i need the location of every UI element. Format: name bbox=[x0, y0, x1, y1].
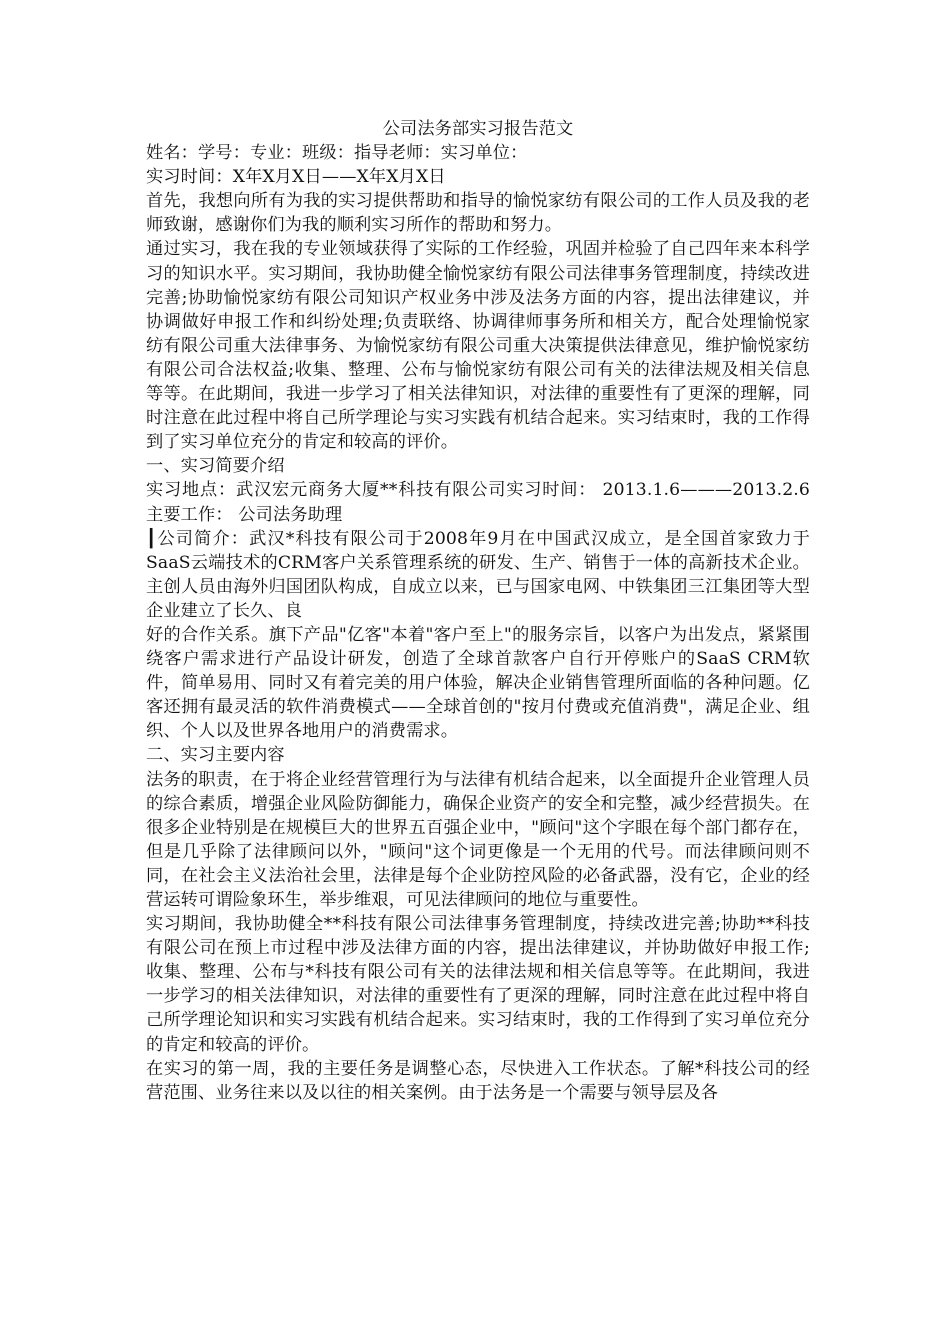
internship-time-line: 实习时间：X年X月X日——X年X月X日 bbox=[146, 167, 446, 188]
paragraph-summary: 通过实习，我在我的专业领域获得了实际的工作经验，巩固并检验了自己四年来本科学习的知识水平。实习期间，我协助健全愉悦家纺有限公司法律事务管理制度，持续改进完善;协助愉悦家纺有限公司知识产权业务中涉及法务方面的内容，提出法律建议，并协调做好申报工作和纠纷处理;负责联络、协调律师事务所和相关方，配合处理愉悦家纺有限公司重大法律事务、为愉悦家纺有限公司重大决策提供法律意见，维护愉悦家纺有限公司合法权益;收集、整理、公布与愉悦家纺有限公司有关的法律法规及相关信息等等。在此期间，我进一步学习了相关法律知识，对法律的重要性有了更深的理解，同时注意在此过程中将自己所学理论与实习实践有机结合起来。实习结束时，我的工作得到了实习单位充分的肯定和较高的评价。 bbox=[146, 239, 810, 453]
document-body bbox=[146, 117, 810, 1105]
section-heading-brief-intro: 一、实习简要介绍 bbox=[146, 456, 285, 477]
company-intro-part1: ┃公司简介：武汉*科技有限公司于2008年9月在中国武汉成立，是全国首家致力于SaaS云端技术的CRM客户关系管理系统的研发、生产、销售于一体的高新技术企业。主创人员由海外归国团队构成，自成立以来，已与国家电网、中铁集团三江集团等大型企业建立了长久、良 bbox=[146, 528, 810, 621]
paragraph-first-week: 在实习的第一周，我的主要任务是调整心态，尽快进入工作状态。了解*科技公司的经营范围、业务往来以及以往的相关案例。由于法务是一个需要与领导层及各 bbox=[146, 1058, 811, 1103]
company-intro-part2: 好的合作关系。旗下产品"亿客"本着"客户至上"的服务宗旨，以客户为出发点，紧紧围绕客户需求进行产品设计研发，创造了全球首款客户自行开停账户的SaaS CRM软件，简单易用、同时又有着完美的用户体验，解决企业销售管理所面临的各种问题。亿客还拥有最灵活的软件消费模式——全球首创的"按月付费或充值消费"，满足企业、组织、个人以及世界各地用户的消费需求。 bbox=[146, 624, 810, 742]
paragraph-acknowledgement: 首先，我想向所有为我的实习提供帮助和指导的愉悦家纺有限公司的工作人员及我的老师致谢，感谢你们为我的顺利实习所作的帮助和努力。 bbox=[146, 191, 810, 236]
document-title: 公司法务部实习报告范文 bbox=[382, 119, 574, 139]
student-info-line: 姓名：学号：专业：班级：指导老师：实习单位： bbox=[146, 143, 528, 164]
paragraph-legal-duties: 法务的职责，在于将企业经营管理行为与法律有机结合起来，以全面提升企业管理人员的综合素质，增强企业风险防御能力，确保企业资产的安全和完整，减少经营损失。在很多企业特别是在规模巨大的世界五百强企业中，"顾问"这个字眼在每个部门都存在，但是几乎除了法律顾问以外，"顾问"这个词更像是一个无用的代号。而法律顾问则不同，在社会主义法治社会里，法律是每个企业防控风险的必备武器，没有它，企业的经营运转可谓险象环生，举步维艰，可见法律顾问的地位与重要性。 bbox=[146, 769, 810, 910]
section-heading-main-content: 二、实习主要内容 bbox=[146, 745, 285, 766]
internship-location-line: 实习地点：武汉宏元商务大厦**科技有限公司实习时间： 2013.1.6———2013.2.6 主要工作： 公司法务助理 bbox=[146, 480, 810, 525]
paragraph-internship-work: 实习期间，我协助健全**科技有限公司法律事务管理制度，持续改进完善;协助**科技有限公司在预上市过程中涉及法律方面的内容，提出法律建议，并协助做好申报工作;收集、整理、公布与*科技有限公司有关的法律法规和相关信息等等。在此期间，我进一步学习的相关法律知识，对法律的重要性有了更深的理解，同时注意在此过程中将自己所学理论知识和实习实践有机结合起来。实习结束时，我的工作得到了实习单位充分的肯定和较高的评价。 bbox=[146, 914, 810, 1055]
